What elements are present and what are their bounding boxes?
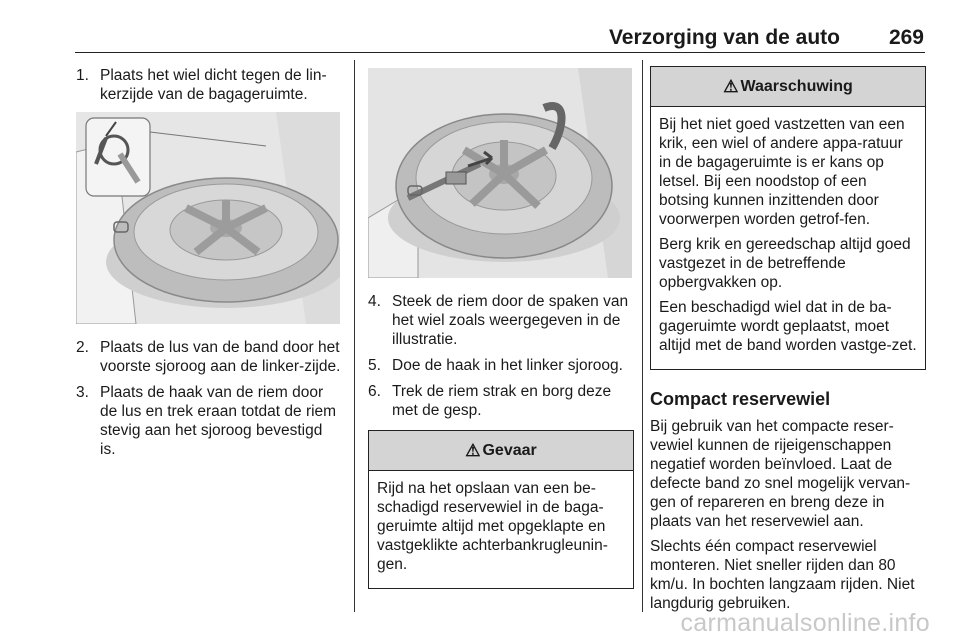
step-number: 6. — [368, 383, 381, 400]
danger-box-body — [369, 471, 633, 588]
warning-title: Waarschuwing — [740, 78, 853, 95]
step-text: Trek de riem strak en borg deze met de gesp. — [392, 383, 612, 419]
warning-triangle-icon: ⚠ — [723, 77, 739, 96]
warning-paragraph-2: Berg krik en gereedschap altijd goed vastgezet in de betreffende opbergvakken op. — [659, 236, 911, 291]
section-title: Compact reservewiel — [650, 389, 831, 409]
header-title: Verzorging van de auto — [608, 26, 840, 49]
step-text: Steek de riem door de spaken van het wiel zoals weergegeven in de illustratie. — [392, 293, 629, 348]
warning-box — [650, 66, 926, 370]
column-divider-2 — [642, 60, 643, 612]
column-2 — [368, 66, 634, 589]
step-text: Plaats het wiel dicht tegen de lin-kerzijde van de bagageruimte. — [100, 67, 327, 103]
step-2 — [76, 338, 342, 376]
spare-wheel-strap-illustration — [368, 68, 632, 278]
step-text: Plaats de lus van de band door het voorste sjoroog aan de linker-zijde. — [100, 339, 341, 375]
step-5 — [368, 356, 634, 375]
danger-title: Gevaar — [482, 442, 537, 459]
step-number: 4. — [368, 293, 381, 310]
header-rule — [75, 52, 925, 53]
column-divider-1 — [354, 60, 355, 612]
watermark: carmanualsonline.info — [680, 609, 930, 637]
section-paragraph-1: Bij gebruik van het compacte reser-vewiel kunnen de rijeigenschappen negatief worden beïnvloed. Laat de defecte band zo snel mogelijk vervan-gen of repareren en breng deze in plaats van het reservewiel aan. — [650, 418, 911, 530]
danger-box-header — [369, 431, 633, 471]
danger-text: Rijd na het opslaan van een be-schadigd reservewiel in de baga-geruimte altijd met opgeklapte en vastgeklikte achterbankrugleunin-gen. — [377, 480, 608, 573]
step-number: 1. — [76, 67, 89, 84]
danger-box — [368, 430, 634, 589]
step-number: 5. — [368, 357, 381, 374]
warning-box-header — [651, 67, 925, 107]
step-text: Plaats de haak van de riem door de lus en trek eraan totdat de riem stevig aan het sjoroog bevestigd is. — [100, 384, 337, 458]
step-number: 3. — [76, 384, 89, 401]
step-6 — [368, 382, 634, 420]
warning-paragraph-1: Bij het niet goed vastzetten van een krik, een wiel of andere appa-ratuur in de bagageruimte is er kans op letsel. Bij een noodstop of een botsing kunnen inzittenden door voorwerpen worden getrof-fen. — [659, 116, 905, 228]
warning-box-body — [651, 107, 925, 369]
step-number: 2. — [76, 339, 89, 356]
section-paragraph-2: Slechts één compact reservewiel monteren. Niet sneller rijden dan 80 km/u. In bochten langzaam rijden. Niet langdurig gebruiken. — [650, 538, 915, 612]
step-text: Doe de haak in het linker sjoroog. — [392, 357, 623, 374]
step-1 — [76, 66, 342, 104]
column-3 — [650, 66, 926, 619]
warning-triangle-icon: ⚠ — [465, 441, 481, 460]
column-1 — [76, 66, 342, 466]
spare-wheel-loop-illustration — [76, 112, 340, 324]
step-3 — [76, 383, 342, 459]
warning-paragraph-3: Een beschadigd wiel dat in de ba-gageruimte wordt geplaatst, moet altijd met de band worden vastge-zet. — [659, 299, 917, 354]
page-number: 269 — [888, 26, 924, 49]
step-4 — [368, 292, 634, 349]
